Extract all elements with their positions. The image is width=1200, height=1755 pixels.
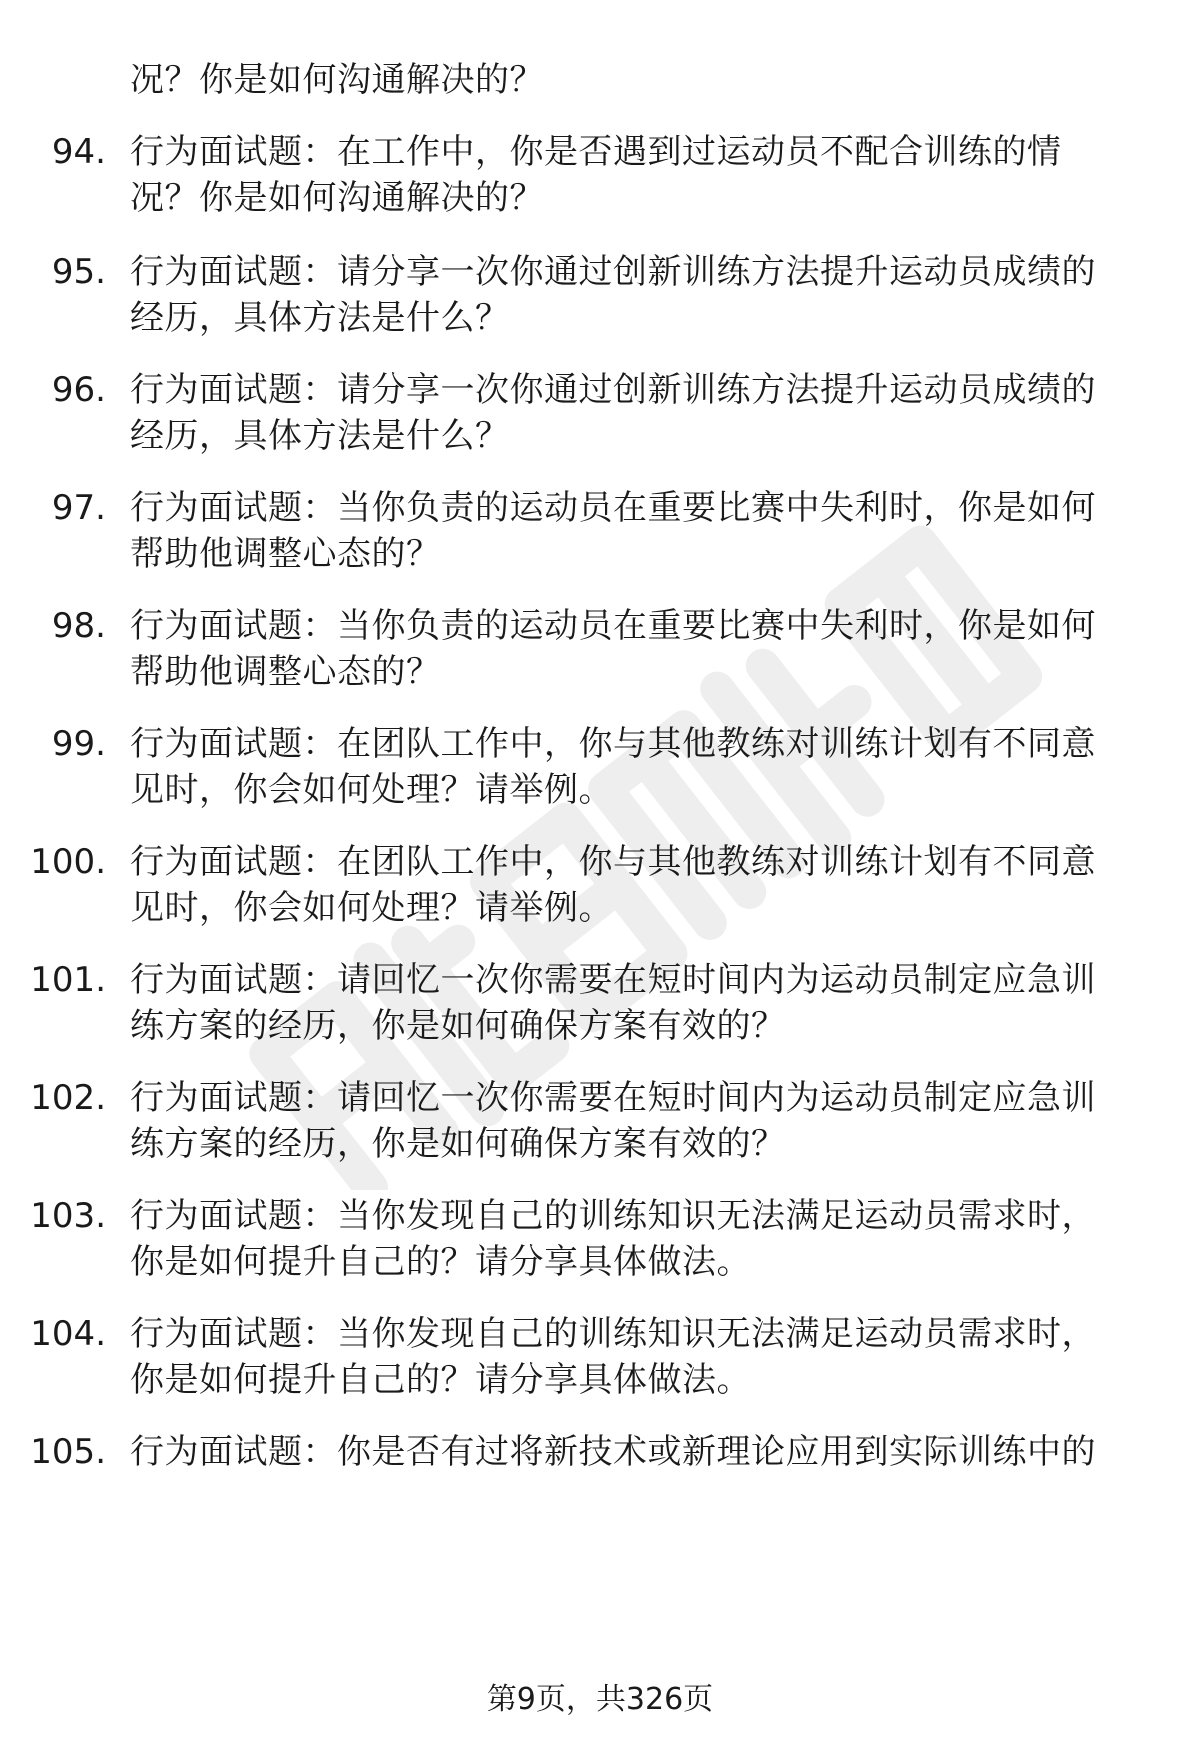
question-number-96: 96. [51,370,106,410]
question-96-line-1: 行为面试题：请分享一次你通过创新训练方法提升运动员成绩的 [130,370,1096,410]
question-104-line-1: 行为面试题：当你发现自己的训练知识无法满足运动员需求时， [130,1314,1096,1354]
page-footer: 第9页，共326页 [486,1682,714,1717]
question-number-103: 103. [30,1196,106,1236]
question-94-line-1: 行为面试题：在工作中，你是否遇到过运动员不配合训练的情 [130,132,1062,172]
question-99-line-2: 见时，你会如何处理？请举例。 [130,770,613,810]
question-97-line-2: 帮助他调整心态的？ [130,534,441,574]
question-number-104: 104. [30,1314,106,1354]
question-101-line-2: 练方案的经历，你是如何确保方案有效的？ [130,1006,786,1046]
question-number-98: 98. [51,606,106,646]
question-95-line-1: 行为面试题：请分享一次你通过创新训练方法提升运动员成绩的 [130,252,1096,292]
question-number-102: 102. [30,1078,106,1118]
question-102-line-1: 行为面试题：请回忆一次你需要在短时间内为运动员制定应急训 [130,1078,1096,1118]
question-100-line-2: 见时，你会如何处理？请举例。 [130,888,613,928]
question-100-line-1: 行为面试题：在团队工作中，你与其他教练对训练计划有不同意 [130,842,1096,882]
question-95-line-2: 经历，具体方法是什么？ [130,298,510,338]
question-number-99: 99. [51,724,106,764]
question-number-97: 97. [51,488,106,528]
question-number-94: 94. [51,132,106,172]
question-98-line-1: 行为面试题：当你负责的运动员在重要比赛中失利时，你是如何 [130,606,1096,646]
question-105-line-1: 行为面试题：你是否有过将新技术或新理论应用到实际训练中的 [130,1432,1096,1472]
question-104-line-2: 你是如何提升自己的？请分享具体做法。 [130,1360,751,1400]
question-94-line-2: 况？你是如何沟通解决的？ [130,178,544,218]
question-number-100: 100. [30,842,106,882]
question-96-line-2: 经历，具体方法是什么？ [130,416,510,456]
question-99-line-1: 行为面试题：在团队工作中，你与其他教练对训练计划有不同意 [130,724,1096,764]
question-102-line-2: 练方案的经历，你是如何确保方案有效的？ [130,1124,786,1164]
question-103-line-1: 行为面试题：当你发现自己的训练知识无法满足运动员需求时， [130,1196,1096,1236]
question-93-line-2: 况？你是如何沟通解决的？ [130,60,544,100]
question-number-101: 101. [30,960,106,1000]
question-number-105: 105. [30,1432,106,1472]
question-103-line-2: 你是如何提升自己的？请分享具体做法。 [130,1242,751,1282]
question-number-95: 95. [51,252,106,292]
question-97-line-1: 行为面试题：当你负责的运动员在重要比赛中失利时，你是如何 [130,488,1096,528]
question-101-line-1: 行为面试题：请回忆一次你需要在短时间内为运动员制定应急训 [130,960,1096,1000]
question-98-line-2: 帮助他调整心态的？ [130,652,441,692]
